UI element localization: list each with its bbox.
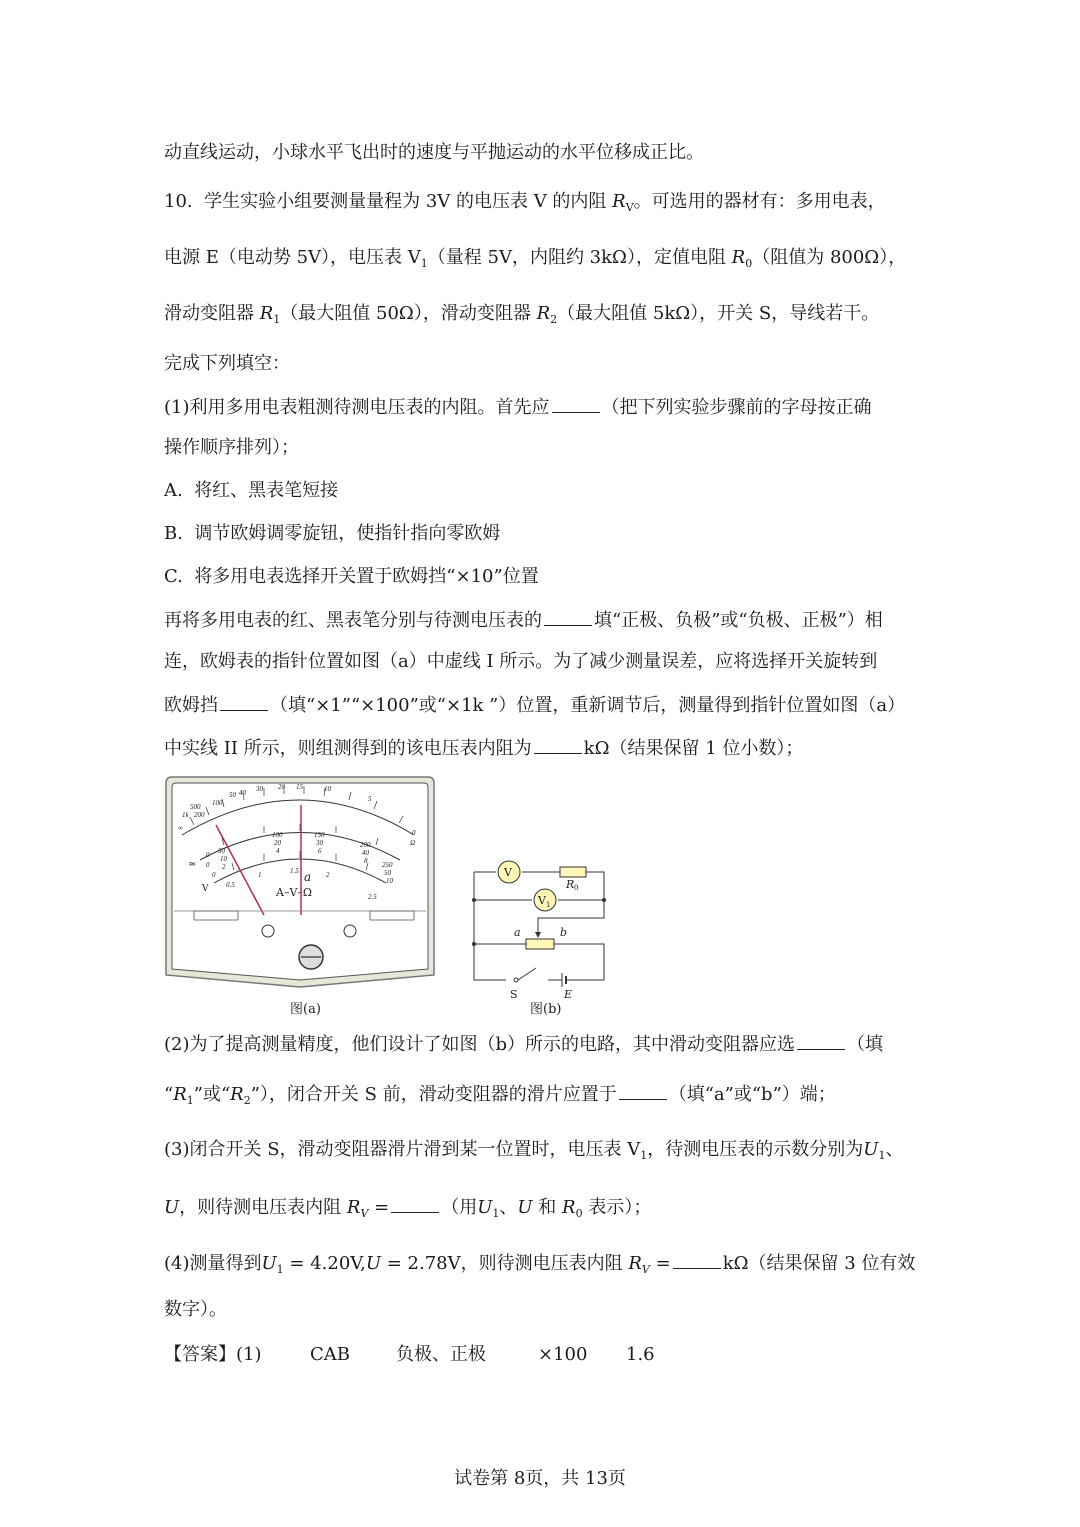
svg-text:30: 30 [316, 839, 323, 847]
option-b: B. 调节欧姆调零旋钮，使指针指向零欧姆 [164, 523, 501, 544]
part4-line2: 数字）。 [164, 1299, 227, 1320]
answer-line [164, 1343, 655, 1367]
question-number: 10. [164, 191, 193, 212]
part4-line1: (4)测量得到$U_1 = 4.20V,U = 2.78V$，则待测电压表内阻 $R_V = k\Omega$（结果保留 3 位有效 [164, 1250, 915, 1282]
svg-text:R: R [566, 878, 575, 891]
page-footer: 试卷第 8页，共 13页 [454, 1468, 626, 1489]
answer-item: 负极、正极 [396, 1344, 486, 1365]
part3-line2: U，则待测电压表内阻 $R_V$ = （用$U_1$、U 和 $R_0$ 表示）； [164, 1194, 651, 1226]
figure-b-circuit [466, 852, 611, 1002]
part1-line5: 欧姆挡 （填“×1”“×100”或“×1k ”）位置，重新调节后，测量得到指针位置如图（a） [164, 692, 905, 718]
figure-b-caption: 图(b) [530, 1002, 562, 1017]
svg-text:a: a [304, 870, 312, 884]
instruction: 完成下列填空： [164, 353, 290, 374]
svg-text:50: 50 [229, 791, 236, 799]
circuit-diagram-icon [466, 852, 611, 1002]
svg-text:0: 0 [206, 851, 210, 859]
svg-text:200: 200 [360, 841, 371, 849]
part1-line4: 连，欧姆表的指针位置如图（a）中虚线 I 所示。为了减少测量误差，应将选择开关旋转到 [164, 651, 878, 672]
part2-line1: (2)为了提高测量精度，他们设计了如图（b）所示的电路，其中滑动变阻器应选 （填 [164, 1031, 883, 1057]
svg-text:∞: ∞ [178, 824, 183, 832]
svg-text:1: 1 [546, 901, 551, 909]
svg-text:S: S [510, 988, 518, 1001]
svg-text:5: 5 [368, 795, 372, 803]
svg-text:1k: 1k [182, 811, 189, 819]
answer-blank[interactable] [220, 692, 268, 711]
svg-text:≃: ≃ [188, 859, 197, 870]
svg-text:b: b [560, 926, 568, 939]
svg-text:V: V [538, 894, 546, 907]
svg-text:A–V–Ω: A–V–Ω [276, 886, 313, 899]
svg-text:40: 40 [239, 789, 246, 797]
answer-blank[interactable] [619, 1081, 667, 1100]
figure-a-multimeter [164, 775, 436, 990]
part1-line1: (1)利用多用电表粗测待测电压表的内阻。首先应 （把下列实验步骤前的字母按正确 [164, 394, 872, 420]
question-stem-line1: 10. 学生实验小组要测量量程为 3V 的电压表 V 的内阻 $R_V$。可选用的器材有：多用电表， [164, 191, 886, 214]
svg-text:0: 0 [412, 829, 416, 837]
svg-text:4: 4 [276, 847, 280, 855]
answer-blank[interactable] [544, 607, 592, 626]
answer-blank[interactable] [673, 1250, 721, 1269]
answer-blank[interactable] [552, 394, 600, 413]
multimeter-dial-icon [164, 775, 436, 990]
answer-item: CAB [310, 1344, 350, 1365]
svg-text:2: 2 [222, 863, 226, 871]
svg-text:30: 30 [256, 785, 263, 793]
svg-text:100: 100 [212, 799, 223, 807]
svg-text:10: 10 [386, 877, 393, 885]
svg-text:250: 250 [382, 861, 393, 869]
part3-line1: (3)闭合开关 S，滑动变阻器滑片滑到某一位置时，电压表 $V_1$，待测电压表的示数分别为$U_1$、 [164, 1139, 904, 1162]
svg-text:V: V [202, 884, 209, 894]
svg-text:100: 100 [272, 831, 283, 839]
svg-text:V: V [504, 866, 512, 879]
svg-text:50: 50 [218, 847, 225, 855]
svg-text:20: 20 [278, 783, 285, 791]
svg-text:10: 10 [324, 785, 331, 793]
svg-text:15: 15 [296, 783, 303, 791]
option-c: C. 将多用电表选择开关置于欧姆挡“×10”位置 [164, 566, 539, 587]
svg-text:1: 1 [258, 871, 262, 879]
answer-item: ×100 [538, 1344, 588, 1365]
svg-text:0: 0 [212, 871, 216, 879]
svg-text:a: a [514, 926, 521, 939]
option-a: A. 将红、黑表笔短接 [164, 480, 339, 501]
part1-line3: 再将多用电表的红、黑表笔分别与待测电压表的 填“正极、负极”或“负极、正极”）相 [164, 607, 883, 633]
part2-line2: “$R_1$”或“$R_2$”），闭合开关 S 前，滑动变阻器的滑片应置于 （填“a”或“b”）端； [164, 1081, 836, 1113]
svg-text:1.5: 1.5 [290, 867, 299, 875]
svg-text:200: 200 [194, 811, 205, 819]
part1-line6: 中实线 II 所示，则组测得到的该电压表内阻为 kΩ（结果保留 1 位小数）； [164, 735, 803, 761]
answer-blank[interactable] [797, 1031, 845, 1050]
prev-paragraph-tail: 动直线运动，小球水平飞出时的速度与平抛运动的水平位移成正比。 [164, 142, 704, 163]
part1-line2: 操作顺序排列）； [164, 437, 299, 458]
svg-text:8: 8 [364, 857, 368, 865]
question-stem-line2: 电源 E（电动势 5V），电压表 $V_1$（量程 5V，内阻约 3kΩ），定值电阻 $R_0$（阻值为 800Ω）， [164, 247, 907, 270]
svg-text:50: 50 [384, 869, 391, 877]
answer-blank[interactable] [534, 735, 582, 754]
svg-text:E: E [564, 988, 573, 1001]
svg-text:0.5: 0.5 [226, 881, 235, 889]
svg-text:0: 0 [574, 884, 579, 892]
question-stem-line3: 滑动变阻器 $R_1$（最大阻值 50Ω），滑动变阻器 $R_2$（最大阻值 5kΩ），开关 S，导线若干。 [164, 303, 880, 326]
answer-blank[interactable] [391, 1194, 439, 1213]
answer-item: 1.6 [626, 1344, 655, 1365]
svg-text:0: 0 [206, 861, 210, 869]
svg-text:40: 40 [362, 849, 369, 857]
svg-text:10: 10 [220, 855, 227, 863]
svg-text:500: 500 [190, 803, 201, 811]
svg-text:150: 150 [314, 831, 325, 839]
svg-text:20: 20 [274, 839, 281, 847]
svg-text:2.5: 2.5 [368, 893, 377, 901]
figure-a-caption: 图(a) [290, 1002, 321, 1017]
svg-text:Ω: Ω [410, 839, 416, 847]
answer-label: 【答案】(1) [164, 1344, 262, 1365]
svg-text:6: 6 [318, 847, 322, 855]
svg-text:2: 2 [326, 871, 330, 879]
